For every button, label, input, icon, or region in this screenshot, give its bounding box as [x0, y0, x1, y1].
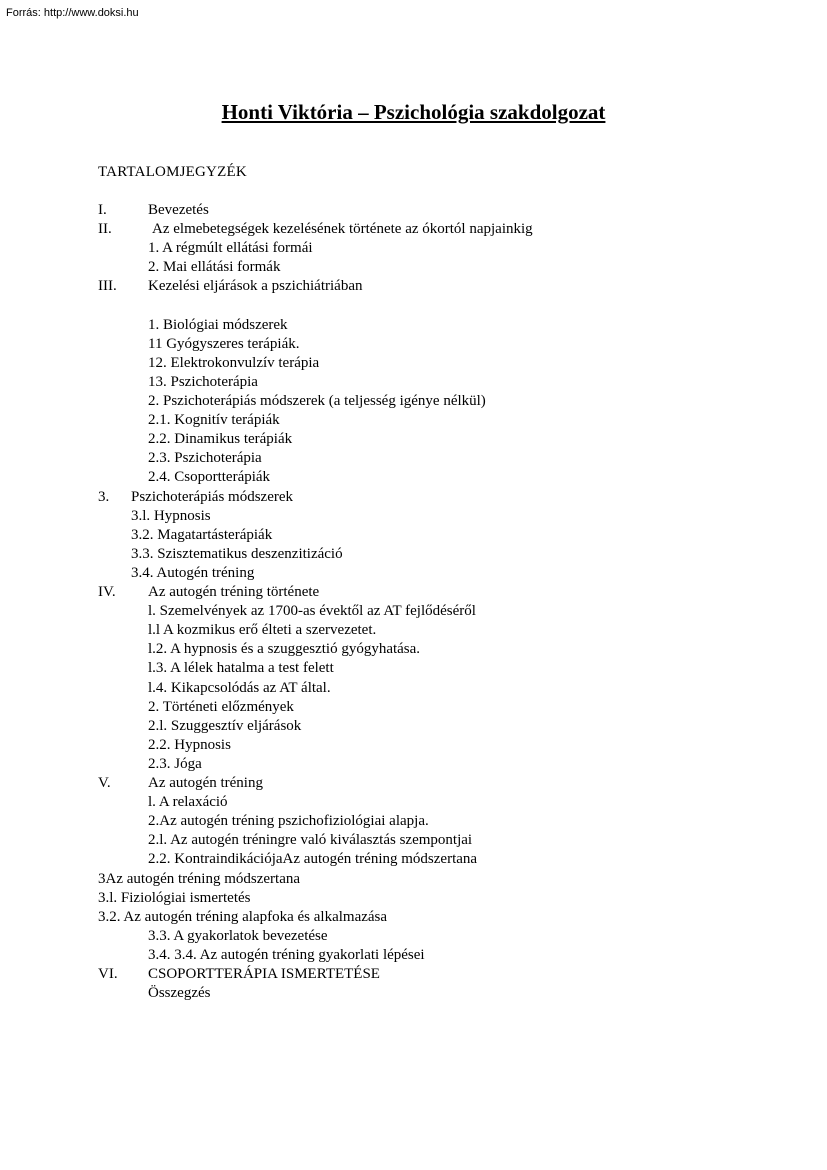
toc-entry-text: 2. Történeti előzmények — [148, 698, 294, 715]
toc-entry-text: 3.3. Szisztematikus deszenzitizáció — [131, 545, 343, 562]
toc-entry-text: 2.3. Jóga — [148, 755, 202, 772]
toc-entry-text: l. Szemelvények az 1700-as évektől az AT fejlődéséről — [148, 603, 476, 620]
toc-entry-text: l. A relaxáció — [148, 794, 228, 811]
toc-entry-text: Az autogén tréning története — [148, 584, 320, 600]
toc-entry-text: l.4. Kikapcsolódás az AT által. — [148, 679, 331, 696]
toc-entry-number: II. — [98, 221, 112, 238]
toc-entry-text: 2.2. Dinamikus terápiák — [148, 431, 293, 448]
toc-entry-text: 3.4. Autogén tréning — [131, 564, 255, 581]
toc-entry-text: Kezelési eljárások a pszichiátriában — [148, 278, 363, 295]
toc-entry-text: 12. Elektrokonvulzív terápia — [148, 354, 320, 371]
toc-heading: TARTALOMJEGYZÉK — [98, 164, 247, 180]
toc-entry-text: 2.Az autogén tréning pszichofiziológiai alapja. — [148, 813, 429, 830]
toc-entry-text: 2. Pszichoterápiás módszerek (a teljesség igénye nélkül) — [148, 393, 486, 409]
toc-entry-text: 3.2. Magatartásterápiák — [131, 526, 273, 543]
toc-entry-number: 3. — [98, 488, 110, 505]
toc-entry-text: 1. A régmúlt ellátási formái — [148, 240, 313, 257]
toc-entry-text: 2.2. Hypnosis — [148, 736, 231, 753]
toc-entry-text: l.l A kozmikus erő élteti a szervezetet. — [148, 622, 377, 639]
toc-entry-text: Az elmebetegségek kezelésének története az ókortól napjainkig — [152, 221, 533, 238]
source-note: Forrás: http://www.doksi.hu — [6, 7, 139, 19]
toc-entry-text: 2.l. Az autogén tréningre való kiválasztás szempontjai — [148, 832, 473, 849]
toc-entry-text: 3.l. Hypnosis — [131, 507, 211, 524]
toc-entry-text: Pszichoterápiás módszerek — [131, 488, 294, 505]
toc-entry-text: CSOPORTTERÁPIA ISMERTETÉSE — [148, 966, 380, 982]
toc-entry-text: l.3. A lélek hatalma a test felett — [148, 660, 334, 677]
toc-entry-number: III. — [98, 278, 117, 295]
toc-entry-text: 3Az autogén tréning módszertana — [98, 870, 301, 887]
toc-entry-text: 2.1. Kognitív terápiák — [148, 412, 280, 429]
toc-entry-text: Az autogén tréning — [148, 775, 263, 791]
toc-entry-text: Összegzés — [148, 985, 211, 1002]
document-title: Honti Viktória – Pszichológia szakdolgozat — [221, 100, 606, 124]
toc-entry-number: VI. — [98, 966, 118, 982]
toc-entry-text: 2.4. Csoportterápiák — [148, 469, 271, 486]
toc-entry-text: 3.4. 3.4. Az autogén tréning gyakorlati lépései — [148, 946, 425, 963]
toc-entry-text: 3.l. Fiziológiai ismertetés — [98, 889, 251, 906]
toc-entry-number: V. — [98, 775, 111, 791]
toc-entry-text: 2.l. Szuggesztív eljárások — [148, 717, 302, 734]
toc-entry-text: 11 Gyógyszeres terápiák. — [148, 335, 300, 352]
toc-entry-text: 3.3. A gyakorlatok bevezetése — [148, 927, 328, 944]
toc-entry-number: I. — [98, 202, 107, 218]
toc-entry-text: l.2. A hypnosis és a szuggesztió gyógyhatása. — [148, 641, 421, 658]
toc-entry-text: 2.3. Pszichoterápia — [148, 450, 262, 467]
toc-entry-text: 3.2. Az autogén tréning alapfoka és alkalmazása — [98, 908, 388, 925]
toc-entry-text: 13. Pszichoterápia — [148, 373, 258, 390]
toc-entry-text: Bevezetés — [148, 202, 209, 218]
toc-entry-number: IV. — [98, 584, 116, 600]
toc-entry-text: 2.2. KontraindikációjaAz autogén tréning módszertana — [148, 851, 478, 868]
toc-entry-text: 1. Biológiai módszerek — [148, 316, 288, 333]
toc-entry-text: 2. Mai ellátási formák — [148, 259, 281, 276]
